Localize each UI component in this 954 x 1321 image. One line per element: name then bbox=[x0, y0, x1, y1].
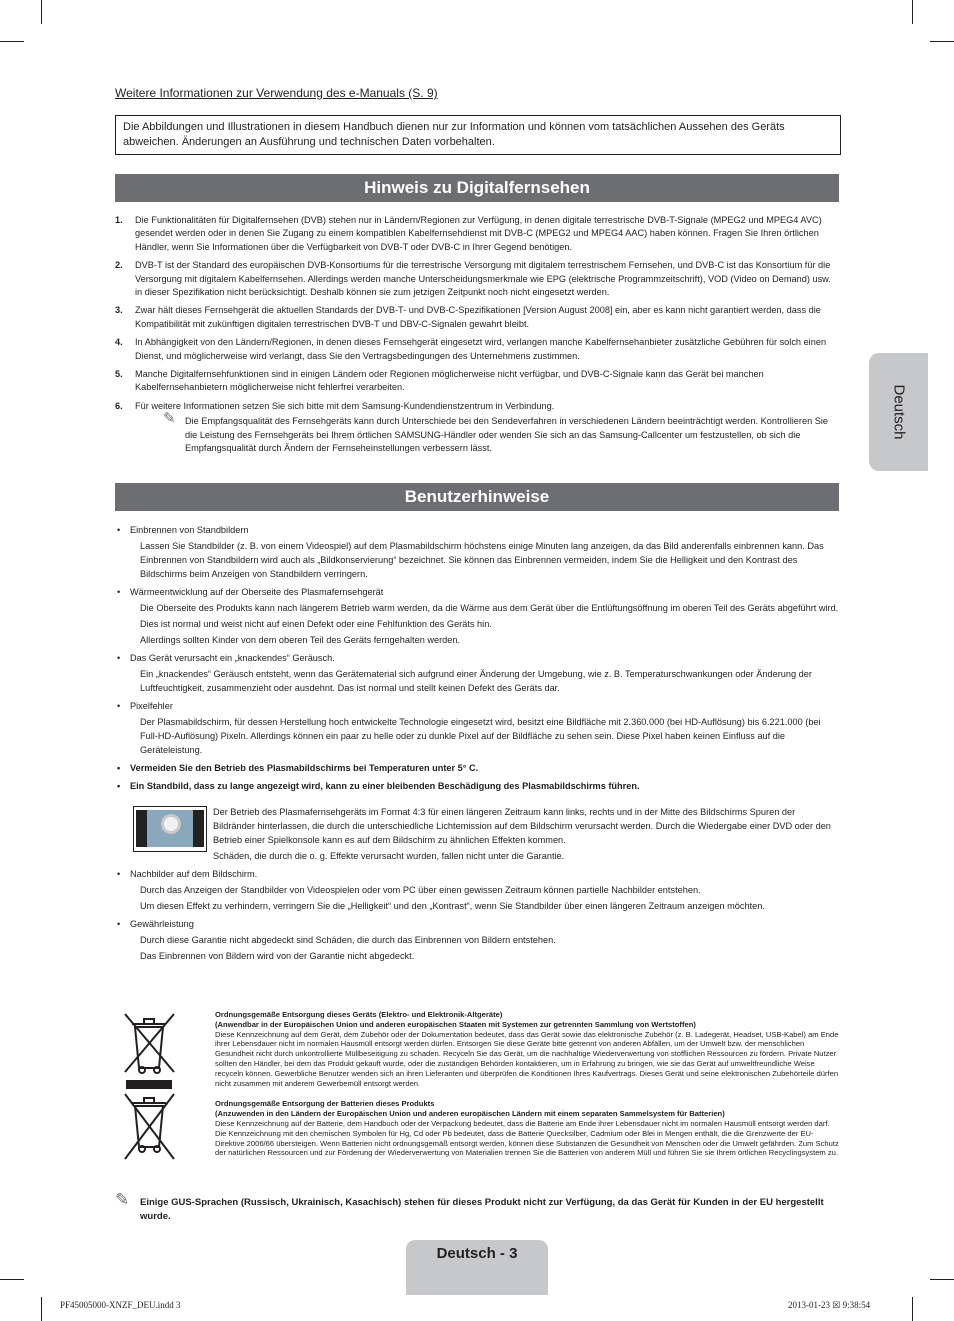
crossed-battery-bin-icon bbox=[120, 1091, 180, 1163]
image-text-row bbox=[115, 805, 839, 863]
paragraph: Der Betrieb des Plasmafernsehgeräts im Format 4:3 für einen längeren Zeitraum kann links, rechts und in der Mitte des Bildschirms Spuren der Bildränder hinterlassen, die durch die unterschiedliche Lichtemission auf dem Bildschirm verursacht werden. Durch die Wiedergabe einer DVD oder den Betrieb einer Spielkonsole kann es auf dem Bildschirm zu ähnlichen Effekten kommen. bbox=[213, 807, 831, 845]
list-item bbox=[115, 336, 839, 363]
note-text: Die Empfangsqualität des Fernsehgeräts kann durch Unterschiede bei den Sendeverfahren in verschiedenen Ländern beeinträchtigt werden. Kontrollieren Sie die Leistung des Fernsehgeräts bei Ihrem örtlichen SAMSUNG-Händler oder wenden Sie sich an das Samsung-Callcenter um festzustellen, ob sich die Empfangsqualität durch Ändern der Fernseheinstellungen verbessern lässt. bbox=[185, 416, 829, 454]
battery-title: Ordnungsgemäße Entsorgung der Batterien dieses Produkts bbox=[215, 1099, 435, 1109]
crop-mark bbox=[930, 41, 954, 42]
bullet-title: Nachbilder auf dem Bildschirm. bbox=[130, 869, 258, 879]
reception-note bbox=[135, 410, 839, 455]
battery-subtitle: (Anzuwenden in den Ländern der Europäischen Union und anderen europäischen Ländern mit einem separaten Sammelsystem für Batterien) bbox=[215, 1109, 725, 1119]
list-item bbox=[115, 259, 839, 299]
crop-mark bbox=[930, 1279, 954, 1280]
list-item bbox=[115, 214, 839, 254]
crop-mark bbox=[41, 1297, 42, 1321]
pencil-icon: ✎ bbox=[163, 410, 176, 428]
crop-mark bbox=[912, 0, 913, 24]
paragraph: Durch das Anzeigen der Standbilder von Videospielen oder vom PC über einen gewissen Zeitraum können partielle Nachbilder entstehen. bbox=[140, 885, 701, 895]
item-number: 2. bbox=[115, 260, 123, 271]
weee-text: Diese Kennzeichnung auf dem Gerät, dem Zubehör oder der Dokumentation bedeutet, dass das Gerät sowie das elektronische Zubehör (z. B. Ladegerät, Headset, USB-Kabel) am Ende ihrer Lebensdauer nicht im normalen Hausmüll entsorgt werden dürfen. Entsorgen Sie diese Geräte bitte getrennt von anderen Abfällen, um der Umwelt bzw. der menschlichen Gesundheit nicht durch unkontrollierte Müllbeseitigung zu schaden. Recyceln Sie das Gerät, um die nachhaltige Wiederverwertung von stofflichen Ressourcen zu fördern. Private Nutzer sollten den Händler, bei dem das Produkt gekauft wurde, oder die zuständigen Behörden kontaktieren, um in Erfahrung zu bringen, wie sie das Gerät auf umweltfreundliche Weise recyceln können. Gewerbliche Benutzer wenden sich an ihren Lieferanten und überprüfen die Konditionen Ihres Kaufvertrags. Dieses Gerät und seine elektronischen Zubehörteile dürfen nicht zusammen mit anderem Gewerbemüll entsorgt werden. bbox=[215, 1029, 839, 1088]
digital-tv-list bbox=[115, 214, 839, 461]
language-tab[interactable] bbox=[869, 353, 928, 471]
disclaimer-box: Die Abbildungen und Illustrationen in diesem Handbuch dienen nur zur Information und können vom tatsächlichen Aussehen des Geräts abweichen. Änderungen an Ausführung und technischen Daten vorbehalten. bbox=[115, 115, 841, 155]
section-title-digital-tv: Hinweis zu Digitalfernsehen bbox=[115, 174, 839, 202]
list-item: • Pixelfehler bbox=[117, 701, 173, 711]
list-item bbox=[115, 368, 839, 395]
section-title-user-notes: Benutzerhinweise bbox=[115, 483, 839, 511]
paragraph: Die Oberseite des Produkts kann nach längerem Betrieb warm werden, da die Wärme aus dem Gerät über die Entlüftungsöffnung im oberen Teil des Geräts abgeführt wird. bbox=[140, 603, 839, 613]
user-notes-list bbox=[115, 519, 839, 965]
item-number: 4. bbox=[115, 337, 123, 348]
file-info: PF45005000-XNZF_DEU.indd 3 bbox=[60, 1300, 181, 1310]
crossed-bin-icon bbox=[120, 1010, 180, 1092]
paragraph: Ein „knackendes“ Geräusch entsteht, wenn das Gerätematerial sich aufgrund einer Änderung der Umgebung, wie z. B. Temperaturschwankungen oder Änderung der Luftfeuchtigkeit, zusammenzieht oder ausdehnt. Das ist normal und stellt keinen Defekt des Geräts dar. bbox=[140, 669, 812, 693]
item-number: 3. bbox=[115, 305, 123, 316]
paragraph: Schäden, die durch die o. g. Effekte verursacht wurden, fallen nicht unter die Garantie. bbox=[213, 851, 565, 861]
pencil-icon: ✎ bbox=[115, 1190, 130, 1209]
timestamp: 2013-01-23 ☒ 9:38:54 bbox=[788, 1300, 871, 1310]
item-number: 1. bbox=[115, 215, 123, 225]
weee-subtitle: (Anwendbar in der Europäischen Union und anderen europäischen Staaten mit Systemen zur getrennten Sammlung von Wertstoffen) bbox=[215, 1019, 696, 1029]
bullet-title: Pixelfehler bbox=[130, 701, 173, 711]
crop-mark bbox=[41, 0, 42, 24]
bullet-title: Wärmeentwicklung auf der Oberseite des Plasmafernsehgerät bbox=[130, 587, 384, 597]
bullet-title: Ein Standbild, dass zu lange angezeigt wird, kann zu einer bleibenden Beschädigung des Plasmabildschirms führen. bbox=[130, 781, 640, 791]
crop-mark bbox=[0, 41, 24, 42]
list-item: • Vermeiden Sie den Betrieb des Plasmabildschirms bei Temperaturen unter 5° C. bbox=[117, 763, 479, 773]
emanual-link[interactable]: Weitere Informationen zur Verwendung des e-Manuals (S. 9) bbox=[115, 86, 438, 100]
bullet-title: Das Gerät verursacht ein „knackendes“ Geräusch. bbox=[130, 653, 335, 663]
gus-languages-note bbox=[115, 1190, 839, 1224]
list-item: • Nachbilder auf dem Bildschirm. bbox=[117, 869, 258, 879]
page-number: Deutsch - 3 bbox=[406, 1240, 548, 1295]
item-text: Manche Digitalfernsehfunktionen sind in einigen Ländern oder Regionen möglicherweise nicht verfügbar, und DVB-C-Signale kann das Gerät bei manchen Kabelfernsehanbietern möglicherweise nicht fehlerfrei verarbeiten. bbox=[135, 369, 764, 393]
tab-label: Deutsch bbox=[890, 384, 907, 440]
list-item bbox=[115, 304, 839, 331]
list-item: • Wärmeentwicklung auf der Oberseite des Plasmafernsehgerät bbox=[117, 587, 384, 597]
item-text: In Abhängigkeit von den Ländern/Regionen, in denen dieses Fernsehgerät eingesetzt wird, verlangen manche Kabelfernsehanbieter zusätzliche Gebühren für solch einen Dienst, und möglicherweise wird verlangt, dass Sie den Vertragsbedingungen des Unternehmens zustimmen. bbox=[135, 337, 827, 361]
bullet-title: Einbrennen von Standbildern bbox=[130, 525, 249, 535]
paragraph: Der Plasmabildschirm, für dessen Herstellung hoch entwickelte Technologie eingesetzt wird, besitzt eine Bildfläche mit 2.360.000 (bei HD-Auflösung) bis 6.221.000 (bei Full-HD-Auflösung) Pixeln. Allerdings können ein paar zu helle oder zu dunkle Pixel auf der Bildfläche zu sehen sein. Diese Pixel haben keinen Einfluss auf die Geräteleistung. bbox=[140, 717, 821, 755]
paragraph: Lassen Sie Standbilder (z. B. von einem Videospiel) auf dem Plasmabildschirm höchstens einige Minuten lang anzeigen, da das Bild anderenfalls einbrennen kann. Das Einbrennen von Standbildern wird auch als „Bildkonservierung“ bezeichnet. Sie können das Einbrennen vermeiden, indem Sie die Helligkeit und den Kontrast des Bildschirms beim Anzeigen von Standbildern verringern. bbox=[140, 541, 824, 579]
battery-block bbox=[115, 1099, 839, 1158]
item-text: Die Funktionalitäten für Digitalfernsehen (DVB) stehen nur in Ländern/Regionen zur Verfügung, in denen digitale terrestrische DVB-T-Signale (MPEG2 und MPEG4 AVC) gesendet werden oder in denen Sie Zugang zu einem kompatiblen Kabelfernsehdienst mit DVB-C (MPEG2 und MPEG4 AAC) haben können. Fragen Sie Ihren örtlichen Händler, wenn Sie Informationen über die Verfügbarkeit von DVB-T oder DVB-C in Ihrer Gegend benötigen. bbox=[135, 215, 822, 252]
list-item: • Das Gerät verursacht ein „knackendes“ Geräusch. bbox=[117, 653, 335, 663]
bullet-title: Gewährleistung bbox=[130, 919, 194, 929]
paragraph: Um diesen Effekt zu verhindern, verringern Sie die „Helligkeit“ und den „Kontrast“, wenn Sie Standbilder über einen längeren Zeitraum anzeigen möchten. bbox=[140, 901, 765, 911]
paragraph: Durch diese Garantie nicht abgedeckt sind Schäden, die durch das Einbrennen von Bildern entstehen. bbox=[140, 935, 556, 945]
paragraph: Allerdings sollten Kinder von dem oberen Teil des Geräts ferngehalten werden. bbox=[140, 635, 461, 645]
note-text: Einige GUS-Sprachen (Russisch, Ukrainisch, Kasachisch) stehen für dieses Produkt nicht zur Verfügung, da das Gerät für Kunden in der EU hergestellt wurde. bbox=[140, 1197, 824, 1222]
list-item bbox=[115, 400, 839, 456]
weee-title: Ordnungsgemäße Entsorgung dieses Geräts (Elektro- und Elektronik-Altgeräte) bbox=[215, 1010, 503, 1019]
crop-mark bbox=[0, 1279, 24, 1280]
weee-section bbox=[115, 1010, 839, 1158]
list-item: • Ein Standbild, dass zu lange angezeigt wird, kann zu einer bleibenden Beschädigung des Plasmabildschirms führen. bbox=[117, 781, 640, 791]
list-item: • Gewährleistung bbox=[117, 919, 194, 929]
list-item: • Einbrennen von Standbildern bbox=[117, 525, 249, 535]
tv-illustration bbox=[133, 806, 207, 852]
battery-text: Diese Kennzeichnung auf der Batterie, dem Handbuch oder der Verpackung bedeutet, dass die Batterie am Ende ihrer Lebensdauer nicht im normalen Hausmüll entsorgt werden darf. Die Kennzeichnung mit den chemischen Symbolen für Hg, Cd oder Pb bedeutet, dass die Batterie Quecksilber, Cadmium oder Blei in Mengen enthält, die die Grenzwerte der EU-Direktive 2006/66 übersteigen. Wenn Batterien nicht ordnungsgemäß entsorgt werden, können diese Substanzen die Gesundheit von Menschen oder die Umwelt gefährden. Zum Schutz der natürlichen Ressourcen und zur Förderung der Wiederverwertung von Materialien trennen Sie die Batterien von anderem Müll und führen Sie sie Ihrem örtlichen Recyclingsystem zu. bbox=[215, 1118, 839, 1158]
crop-mark bbox=[912, 1297, 913, 1321]
paragraph: Dies ist normal und weist nicht auf einen Defekt oder eine Fehlfunktion des Geräts hin. bbox=[140, 619, 492, 629]
item-text: DVB-T ist der Standard des europäischen DVB-Konsortiums für die terrestrische Versorgung mit digitalem terrestrischem Fernsehen, und DVB-C ist das Konsortium für die Versorgung mit digitalem Kabelfernsehen. Allerdings werden manche Unterscheidungsmerkmale wie EPG (elektrische Programmzeitschrift), VOD (Video on Demand) usw. in dieser Spezifikation nicht berücksichtigt. Deshalb können sie zum jetzigen Zeitpunkt noch nicht eingesetzt werden. bbox=[135, 260, 831, 298]
item-text: Zwar hält dieses Fernsehgerät die aktuellen Standards der DVB-T- und DVB-C-Spezifikationen [Version August 2008] ein, aber es kann nicht garantiert werden, dass die Kompatibilität mit zukünftigen digitalen terrestrischen DVB-T und DBV-C-Signalen gewahrt bleibt. bbox=[135, 305, 821, 329]
item-number: 5. bbox=[115, 369, 123, 380]
item-number: 6. bbox=[115, 400, 123, 411]
weee-block bbox=[115, 1010, 839, 1088]
flower-image bbox=[164, 817, 178, 831]
item-text: Für weitere Informationen setzen Sie sich bitte mit dem Samsung-Kundendienstzentrum in Verbindung. bbox=[135, 400, 555, 411]
bullet-title: Vermeiden Sie den Betrieb des Plasmabildschirms bei Temperaturen unter 5° C. bbox=[130, 763, 479, 773]
paragraph: Das Einbrennen von Bildern wird von der Garantie nicht abgedeckt. bbox=[140, 951, 415, 961]
